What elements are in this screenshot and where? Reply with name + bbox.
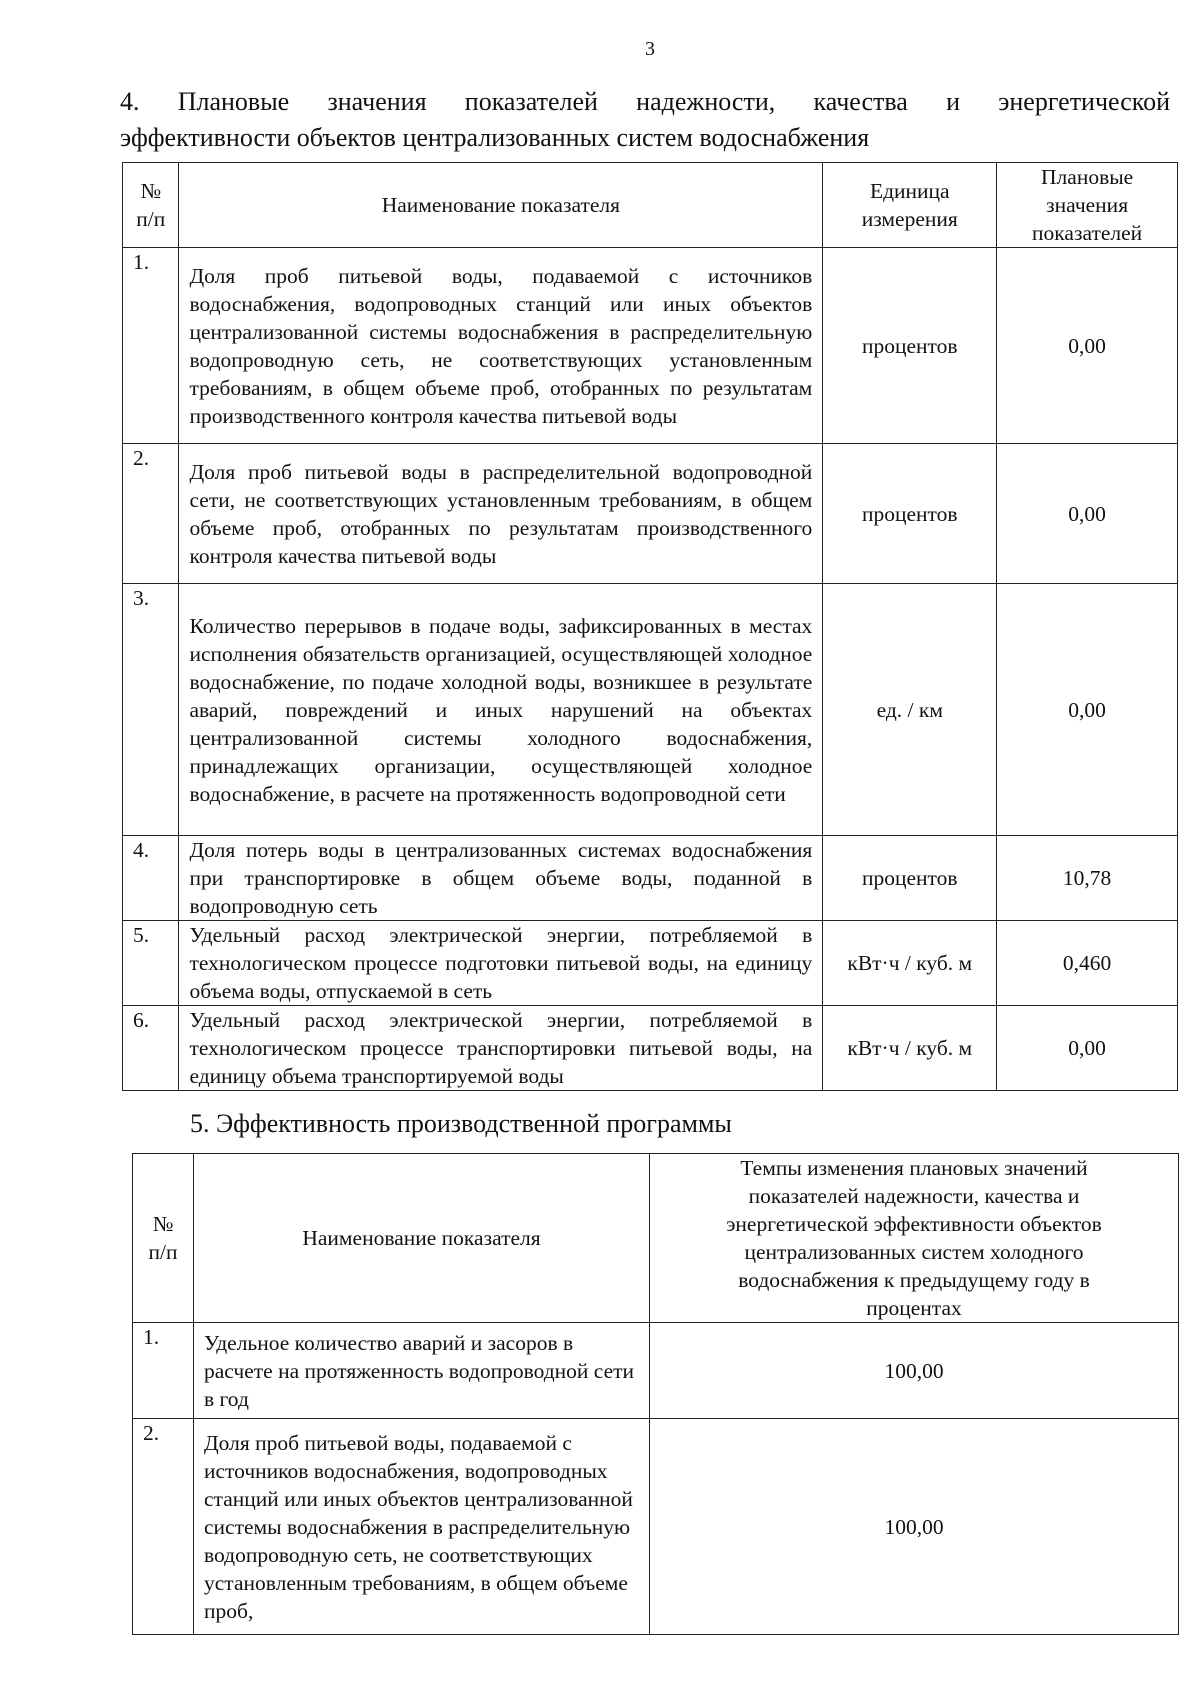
table-row xyxy=(123,444,1178,584)
planned-indicators-table xyxy=(122,162,1178,1091)
row-name: Доля потерь воды в централизованных системах водоснабжения при транспортировке в общем объеме воды, поданной в водопроводную сеть xyxy=(179,836,823,921)
table-row xyxy=(123,1006,1178,1091)
program-efficiency-table xyxy=(132,1153,1179,1635)
row-num: 5. xyxy=(123,921,179,1006)
row-name: Удельный расход электрической энергии, потребляемой в технологическом процессе подготовки питьевой воды, на единицу объема воды, отпускаемой в сеть xyxy=(179,921,823,1006)
header-name: Наименование показателя xyxy=(194,1154,650,1323)
table-row xyxy=(123,584,1178,836)
row-rate: 100,00 xyxy=(650,1323,1179,1419)
header-rate: Темпы изменения плановых значений показателей надежности, качества и энергетической эффективности объектов централизованных систем холодного водоснабжения к предыдущему году в процентах xyxy=(650,1154,1179,1323)
row-name: Количество перерывов в подаче воды, зафиксированных в местах исполнения обязательств организацией, осуществляющей холодное водоснабжение, по подаче холодной воды, возникшее в результате аварий, повреждений и иных нарушений на объектах централизованной системы холодного водоснабжения, принадлежащих организации, осуществляющей холодное водоснабжение, в расчете на протяженность водопроводной сети xyxy=(179,584,823,836)
row-unit: процентов xyxy=(823,444,997,584)
section-4-title xyxy=(120,84,1170,156)
table-row xyxy=(123,248,1178,444)
row-name: Удельный расход электрической энергии, потребляемой в технологическом процессе транспортировки питьевой воды, на единицу объема транспортируемой воды xyxy=(179,1006,823,1091)
table-header-row xyxy=(123,163,1178,248)
header-unit: Единица измерения xyxy=(823,163,997,248)
row-num: 6. xyxy=(123,1006,179,1091)
table-header-row xyxy=(133,1154,1179,1323)
section-4-title-line2: эффективности объектов централизованных систем водоснабжения xyxy=(120,123,870,152)
row-value: 0,460 xyxy=(997,921,1178,1006)
row-unit: кВт·ч / куб. м xyxy=(823,921,997,1006)
row-num: 3. xyxy=(123,584,179,836)
row-num: 2. xyxy=(123,444,179,584)
row-name: Доля проб питьевой воды, подаваемой с источников водоснабжения, водопроводных станций или иных объектов централизованной системы водоснабжения в распределительную водопроводную сеть, не соответствующих установленным требованиям, в общем объеме проб, xyxy=(194,1419,650,1635)
header-num: № п/п xyxy=(133,1154,194,1323)
table-row xyxy=(133,1323,1179,1419)
header-name: Наименование показателя xyxy=(179,163,823,248)
row-rate: 100,00 xyxy=(650,1419,1179,1635)
row-unit: процентов xyxy=(823,248,997,444)
table-row xyxy=(123,836,1178,921)
table-row xyxy=(133,1419,1179,1635)
header-value: Плановые значения показателей xyxy=(997,163,1178,248)
row-unit: процентов xyxy=(823,836,997,921)
row-unit: ед. / км xyxy=(823,584,997,836)
section-4-title-line1: 4. Плановые значения показателей надежности, качества и энергетической xyxy=(120,87,1170,116)
header-num: № п/п xyxy=(123,163,179,248)
row-unit: кВт·ч / куб. м xyxy=(823,1006,997,1091)
row-value: 0,00 xyxy=(997,248,1178,444)
row-value: 0,00 xyxy=(997,584,1178,836)
row-value: 0,00 xyxy=(997,1006,1178,1091)
row-name: Удельное количество аварий и засоров в расчете на протяженность водопроводной сети в год xyxy=(194,1323,650,1419)
row-value: 10,78 xyxy=(997,836,1178,921)
row-num: 2. xyxy=(133,1419,194,1635)
row-value: 0,00 xyxy=(997,444,1178,584)
row-num: 4. xyxy=(123,836,179,921)
row-num: 1. xyxy=(123,248,179,444)
section-5-title: 5. Эффективность производственной программы xyxy=(190,1109,732,1138)
row-name: Доля проб питьевой воды, подаваемой с источников водоснабжения, водопроводных станций или иных объектов централизованной системы водоснабжения в распределительную водопроводную сеть, не соответствующих установленным требованиям, в общем объеме проб, отобранных по результатам производственного контроля качества питьевой воды xyxy=(179,248,823,444)
table-row xyxy=(123,921,1178,1006)
row-num: 1. xyxy=(133,1323,194,1419)
row-name: Доля проб питьевой воды в распределительной водопроводной сети, не соответствующих установленным требованиям, в общем объеме проб, отобранных по результатам производственного контроля качества питьевой воды xyxy=(179,444,823,584)
page-number: 3 xyxy=(645,38,655,60)
